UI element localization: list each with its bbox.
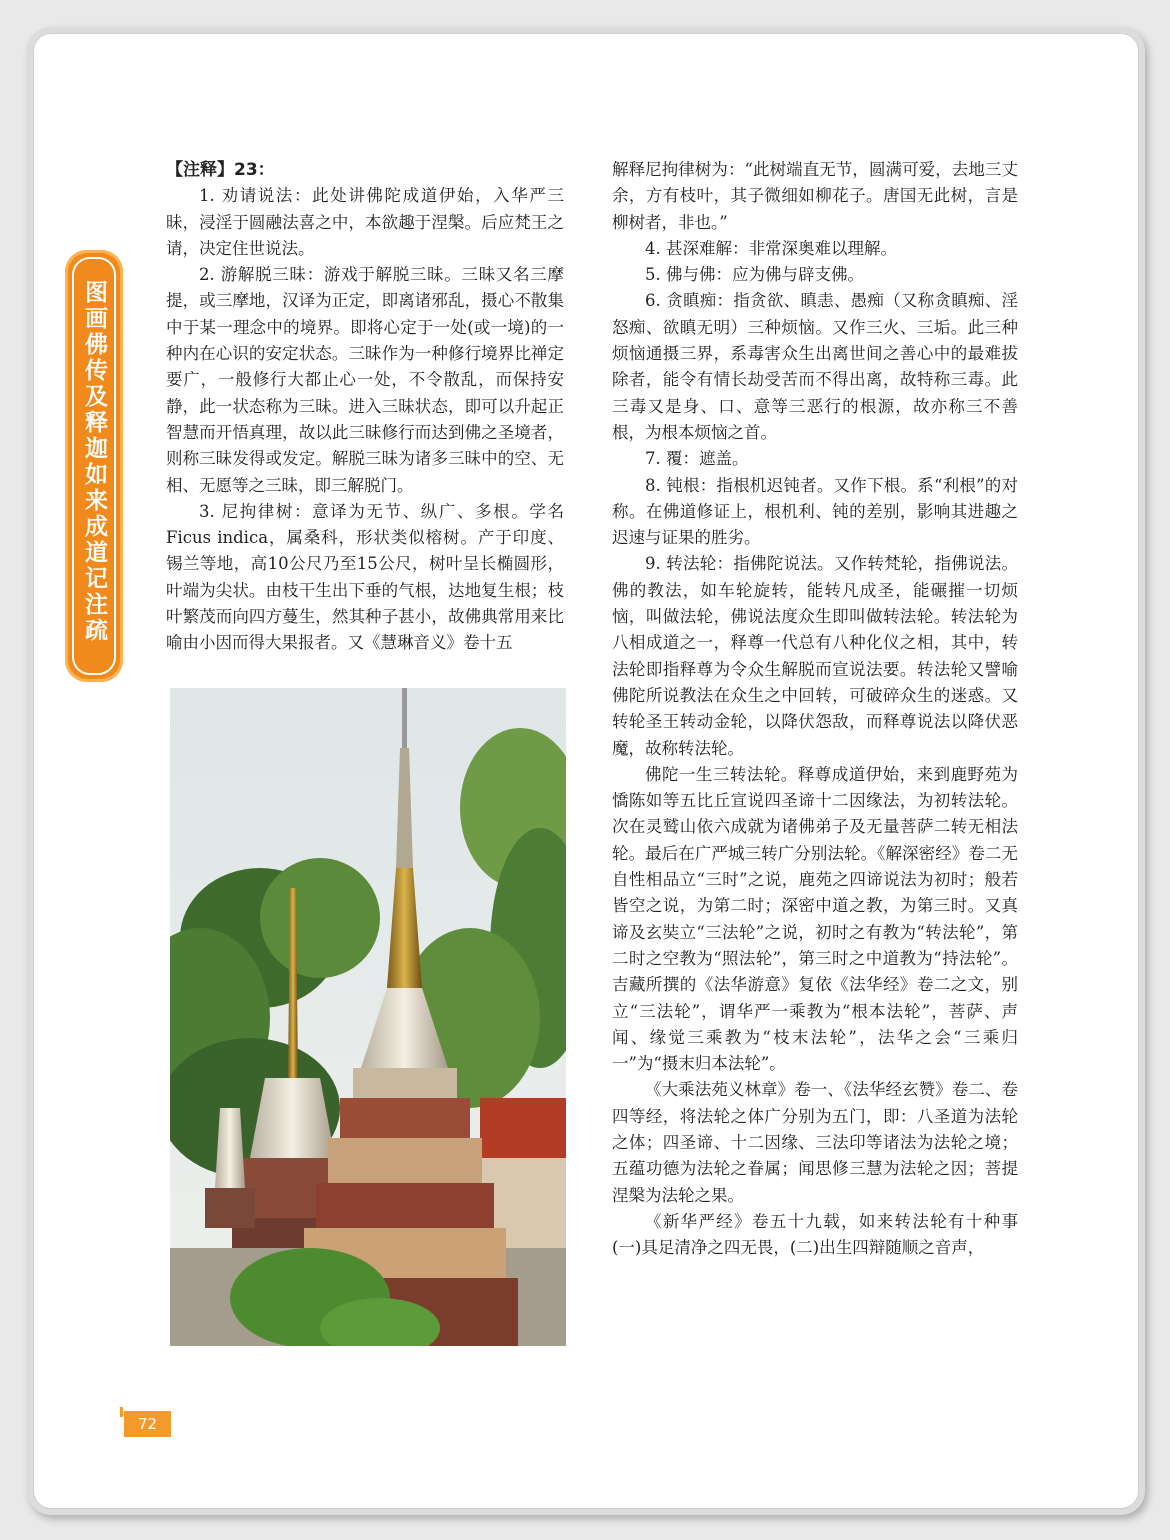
book-title: 图画佛传及释迦如来成道记注疏 bbox=[81, 280, 107, 644]
note-paragraph: 5. 佛与佛：应为佛与辟支佛。 bbox=[645, 265, 864, 285]
note-paragraph: 1. 劝请说法：此处讲佛陀成道伊始，入华严三昧，浸淫于圆融法喜之中，本欲趣于涅槃。后应梵王之请，决定住世说法。 bbox=[166, 186, 564, 258]
left-column bbox=[166, 157, 564, 657]
note-paragraph: 9. 转法轮：指佛陀说法。又作转梵轮，指佛说法。佛的教法，如车轮旋转，能转凡成圣，能碾摧一切烦恼，叫做法轮，佛说法度众生即叫做转法轮。转法轮为八相成道之一，释尊一代总有八种化仪之相，其中，转法轮即指释尊为令众生解脱而宣说法要。转法轮又譬喻佛陀所说教法在众生之中回转，可破碎众生的迷惑。又转轮圣王转动金轮，以降伏怨敌，而释尊说法以降伏恶魔，故称转法轮。 bbox=[612, 554, 1018, 758]
note-paragraph: 佛陀一生三转法轮。释尊成道伊始，来到鹿野苑为憍陈如等五比丘宣说四圣谛十二因缘法，为初转法轮。次在灵鹫山依六成就为诸佛弟子及无量菩萨二转无相法轮。最后在广严城三转广分别法轮。《解深密经》卷二无自性相品立“三时”之说，鹿苑之四谛说法为初时；般若皆空之说，为第二时；深密中道之教，为第三时。又真谛及玄奘立“三法轮”之说，初时之有教为“转法轮”，第二时之空教为“照法轮”，第三时之中道教为“持法轮”。吉藏所撰的《法华游意》复依《法华经》卷二之文，别立“三法轮”，谓华严一乘教为“根本法轮”，菩萨、声闻、缘觉三乘教为“枝末法轮”，法华之会“三乘归一”为“摄末归本法轮”。 bbox=[612, 764, 1018, 1074]
stupa-photo-image bbox=[170, 688, 566, 1346]
note-paragraph: 2. 游解脱三昧：游戏于解脱三昧。三昧又名三摩提，或三摩地，汉译为正定，即离诸邪乱，摄心不散集中于某一理念中的境界。即将心定于一处(或一境)的一种内在心识的安定状态。三昧作为一种修行境界比禅定要广，一般修行大都止心一处，不令散乱，而保持安静，此一状态称为三昧。进入三昧状态，即可以升起正智慧而开悟真理，故以此三昧修行而达到佛之圣境者，则称三昧发得或发定。解脱三昧为诸多三昧中的空、无相、无愿等之三昧，即三解脱门。 bbox=[166, 265, 564, 495]
right-column bbox=[612, 157, 1018, 1261]
note-paragraph: 解释尼拘律树为：“此树端直无节，圆满可爱，去地三丈余，方有枝叶，其子微细如柳花子。唐国无此树，言是柳树者，非也。” bbox=[612, 160, 1018, 232]
stupa-photo bbox=[170, 688, 566, 1346]
side-title-tab bbox=[65, 250, 123, 682]
notes-heading: 【注释】23： bbox=[166, 160, 275, 180]
page-number-marker bbox=[120, 1407, 123, 1417]
note-paragraph: 4. 甚深难解：非常深奥难以理解。 bbox=[645, 238, 897, 258]
note-paragraph: 《新华严经》卷五十九载，如来转法轮有十种事(一)具足清净之四无畏，(二)出生四辩随顺之音声， bbox=[612, 1211, 1018, 1258]
note-paragraph: 6. 贪瞋痴：指贪欲、瞋恚、愚痴（又称贪瞋痴、淫怒痴、欲瞋无明）三种烦恼。又作三火、三垢。此三种烦恼通摄三界，系毒害众生出离世间之善心中的最难拔除者，能令有情长劫受苦而不得出离，故特称三毒。此三毒又是身、口、意等三恶行的根源，故亦称三不善根，为根本烦恼之首。 bbox=[612, 291, 1018, 442]
page-number: 72 bbox=[124, 1411, 171, 1437]
note-paragraph: 3. 尼拘律树：意译为无节、纵广、多根。学名Ficus indica，属桑科，形状类似榕树。产于印度、锡兰等地，高10公尺乃至15公尺，树叶呈长椭圆形，叶端为尖状。由枝干生出下垂的气根，达地复生根；枝叶繁茂而向四方蔓生，然其种子甚小，故佛典常用来比喻由小因而得大果报者。又《慧琳音义》卷十五 bbox=[166, 501, 564, 653]
note-paragraph: 7. 覆：遮盖。 bbox=[645, 449, 749, 469]
note-paragraph: 《大乘法苑义林章》卷一、《法华经玄赞》卷二、卷四等经，将法轮之体广分别为五门，即：八圣道为法轮之体；四圣谛、十二因缘、三法印等诸法为法轮之境；五蕴功德为法轮之眷属；闻思修三慧为法轮之因；菩提涅槃为法轮之果。 bbox=[612, 1080, 1018, 1205]
note-paragraph: 8. 钝根：指根机迟钝者。又作下根。系“利根”的对称。在佛道修证上，根机利、钝的差别，影响其进趣之迟速与证果的胜劣。 bbox=[612, 475, 1018, 548]
